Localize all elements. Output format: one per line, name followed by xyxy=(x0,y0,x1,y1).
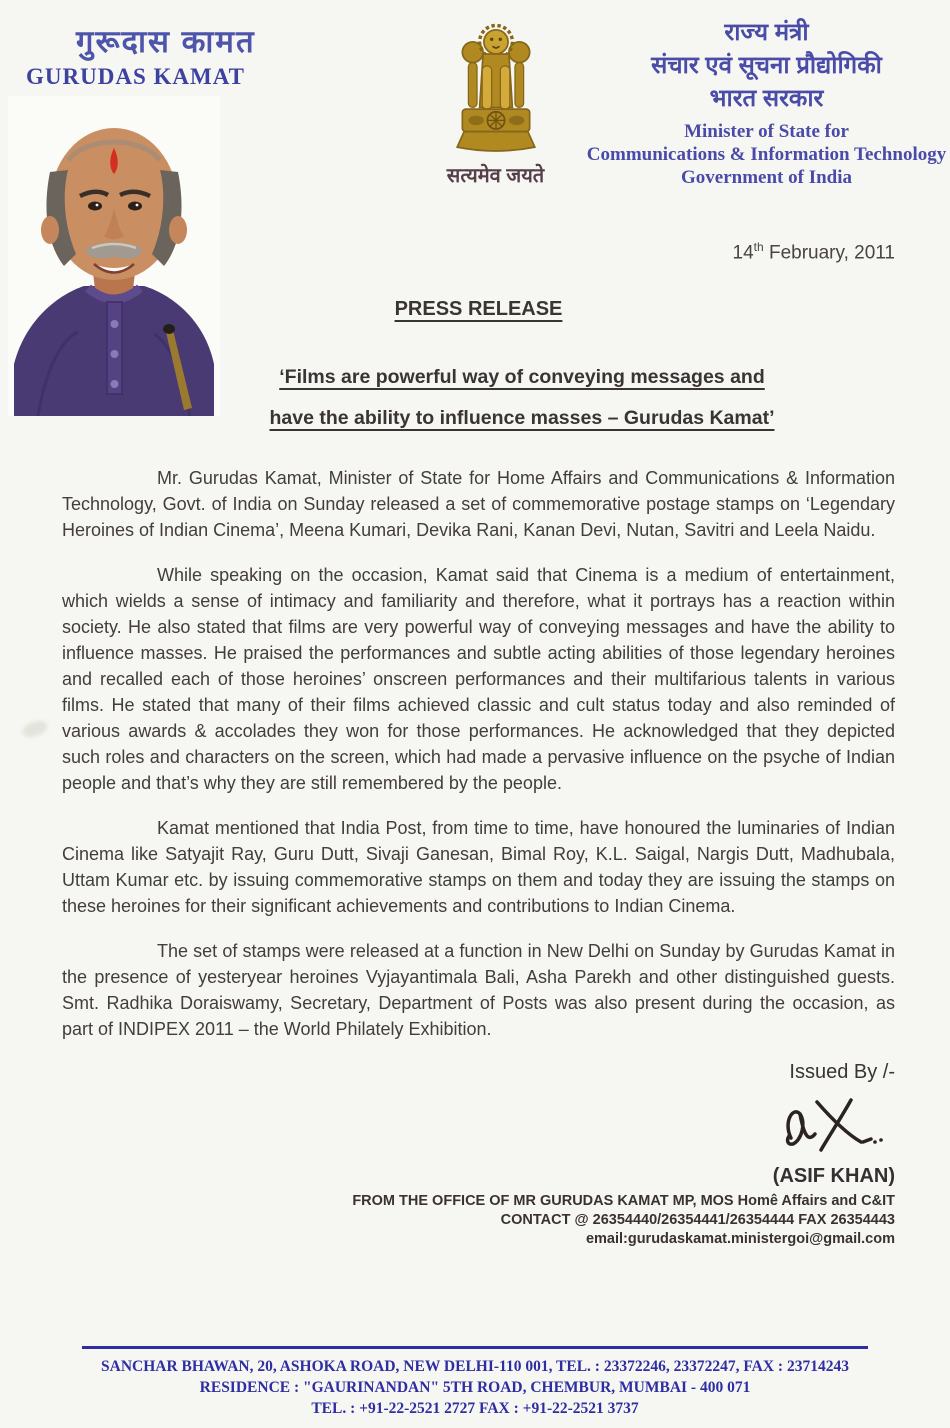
office-line2: CONTACT @ 26354440/26354441/26354444 FAX 26354443 xyxy=(500,1212,895,1229)
headline xyxy=(172,357,872,439)
ministry-hindi-line3: भारत सरकार xyxy=(709,85,824,112)
letter-body xyxy=(62,240,895,1249)
state-emblem-icon xyxy=(431,16,561,154)
office-contact-block xyxy=(62,1192,895,1249)
paragraph-4: The set of stamps were released at a function in New Delhi on Sunday by Gurudas Kamat in the presence of yesteryear heroines Vyjayantimala Bali, Asha Parekh and other distinguished guests. Smt. Radhika Doraiswamy, Secretary, Department of Posts was also present during the occasion, as part of INDIPEX 2011 – the World Philately Exhibition. xyxy=(62,941,895,1040)
minister-name-hindi: गुरूदास कामत xyxy=(76,24,256,59)
paragraph-1: Mr. Gurudas Kamat, Minister of State for Home Affairs and Communications & Information Technology, Govt. of India on Sunday released a set of commemorative postage stamps on ‘Legendary Heroines of Indian Cinema’, Meena Kumari, Devika Rani, Kanan Devi, Nutan, Savitri and Leela Naidu. xyxy=(62,468,895,541)
ministry-hindi-line1: राज्य मंत्री xyxy=(724,19,809,46)
paragraph-2: While speaking on the occasion, Kamat said that Cinema is a medium of entertainment, which wields a sense of intimacy and familiarity and therefore, what it portrays has a reaction within society. He also stated that films are very powerful way of conveying messages and have the ability to influence masses. He praised the performances and subtle acting abilities of those legendary heroines and recalled each of those heroines’ onscreen performances and their multifarious talents in various films. He stated that many of their films achieved classic and cult status today and also reminded of various awards & accolades they won for those performances. He acknowledged that they depicted such roles and characters on the screen, which had made a pervasive influence on the psyche of Indian people and that’s why they are still remembered by the people. xyxy=(62,565,895,794)
emblem-block xyxy=(413,16,578,188)
footer-phone-fax: TEL. : +91-22-2521 2727 FAX : +91-22-2521 3737 xyxy=(311,1400,639,1417)
emblem-motto: सत्यमेव जयते xyxy=(446,165,545,187)
headline-line2: have the ability to influence masses – Gurudas Kamat’ xyxy=(269,407,775,430)
date-day: 14 xyxy=(732,242,754,264)
office-email: email:gurudaskamat.ministergoi@gmail.com xyxy=(585,1231,895,1248)
ministry-block xyxy=(583,16,950,189)
scan-smudge xyxy=(20,718,49,740)
date-line xyxy=(62,240,895,264)
body-copy xyxy=(62,465,895,1042)
footer-address-block xyxy=(0,1346,950,1419)
date-ordinal-suffix: th xyxy=(753,240,764,254)
press-release-title: PRESS RELEASE xyxy=(394,298,563,321)
minister-name-english: GURUDAS KAMAT xyxy=(26,64,245,89)
date-rest: February, 2011 xyxy=(763,242,895,264)
signatory-name: (ASIF KHAN) xyxy=(772,1165,895,1188)
paragraph-3: Kamat mentioned that India Post, from time to time, have honoured the luminaries of Indian Cinema like Satyajit Ray, Guru Dutt, Sivaji Ganesan, Bimal Roy, K.L. Saigal, Nargis Dutt, Madhubala, Uttam Kumar etc. by issuing commemorative stamps on them and today they are issuing the stamps on these heroines for their significant achievements and contributions to Indian Cinema. xyxy=(62,818,895,917)
signature-scribble xyxy=(775,1092,885,1158)
footer-office-address: SANCHAR BHAWAN, 20, ASHOKA ROAD, NEW DELHI-110 001, TEL. : 23372246, 23372247, FAX : 23714243 xyxy=(101,1358,849,1375)
ministry-english-line2: Communications & Information Technology xyxy=(586,144,947,165)
office-line1: FROM THE OFFICE OF MR GURUDAS KAMAT MP, MOS Homê Affairs and C&IT xyxy=(352,1193,895,1210)
footer-divider xyxy=(82,1346,868,1349)
issued-by-label: Issued By /- xyxy=(789,1061,895,1084)
ministry-english-line1: Minister of State for xyxy=(684,121,849,142)
footer-residence-address: RESIDENCE : "GAURINANDAN" 5TH ROAD, CHEMBUR, MUMBAI - 400 071 xyxy=(199,1379,751,1396)
ministry-hindi-line2: संचार एवं सूचना प्रौद्योगिकी xyxy=(651,52,882,79)
ministry-english-line3: Government of India xyxy=(681,167,852,188)
headline-line1: ‘Films are powerful way of conveying messages and xyxy=(279,366,765,389)
